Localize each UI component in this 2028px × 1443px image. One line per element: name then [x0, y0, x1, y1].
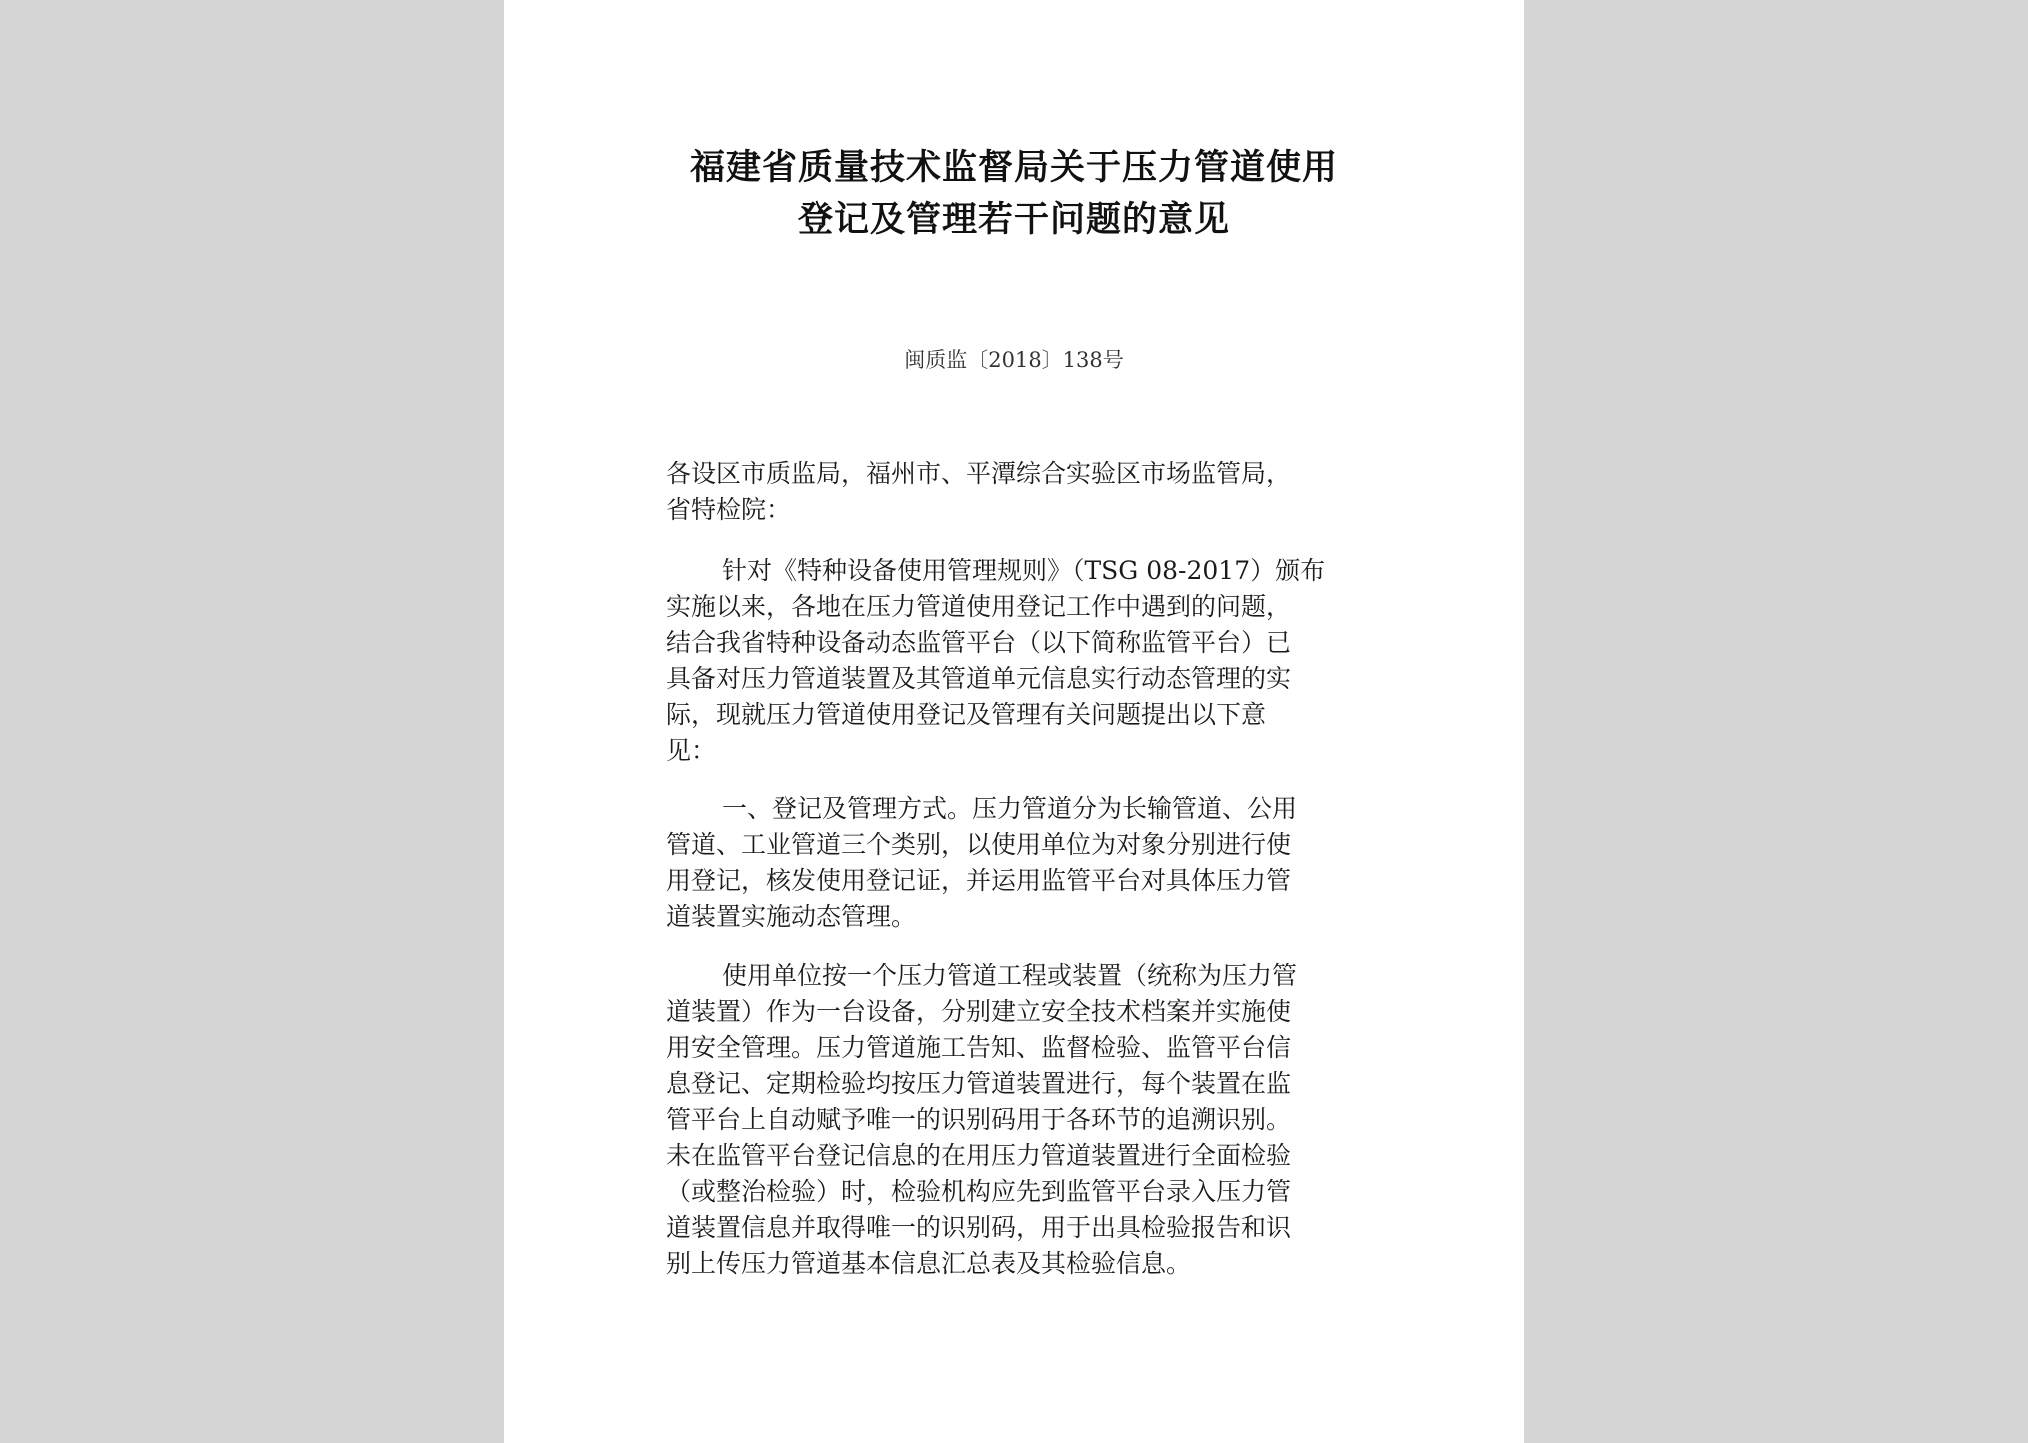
document-page — [504, 0, 1524, 1443]
paragraph-line: 未在监管平台登记信息的在用压力管道装置进行全面检验 — [666, 1141, 1292, 1170]
paragraph-line: 针对《特种设备使用管理规则》（TSG 08-2017）颁布 — [722, 556, 1326, 585]
paragraph-line: 实施以来，各地在压力管道使用登记工作中遇到的问题， — [666, 592, 1292, 621]
paragraph-line: 际，现就压力管道使用登记及管理有关问题提出以下意 — [666, 700, 1267, 729]
paragraph-registration-method — [666, 791, 1366, 935]
paragraph-line: 息登记、定期检验均按压力管道装置进行，每个装置在监 — [666, 1069, 1292, 1098]
document-number: 闽质监〔2018〕138号 — [904, 348, 1124, 372]
salutation-line: 各设区市质监局，福州市、平潭综合实验区市场监管局， — [666, 459, 1292, 488]
paragraph-line: 别上传压力管道基本信息汇总表及其检验信息。 — [666, 1249, 1192, 1278]
title-line-1: 福建省质量技术监督局关于压力管道使用 — [689, 147, 1338, 188]
paragraph-line: 管道、工业管道三个类别，以使用单位为对象分别进行使 — [666, 830, 1292, 859]
paragraph-line: 使用单位按一个压力管道工程或装置（统称为压力管 — [722, 961, 1298, 990]
paragraph-line: 结合我省特种设备动态监管平台（以下简称监管平台）已 — [666, 628, 1292, 657]
salutation — [666, 456, 1366, 528]
paragraph-line: 用登记，核发使用登记证，并运用监管平台对具体压力管 — [666, 866, 1292, 895]
paragraph-intro — [666, 553, 1366, 769]
paragraph-line: 具备对压力管道装置及其管道单元信息实行动态管理的实 — [666, 664, 1292, 693]
paragraph-line: 用安全管理。压力管道施工告知、监督检验、监管平台信 — [666, 1033, 1292, 1062]
paragraph-device-unit — [666, 958, 1366, 1282]
paragraph-line: 一、登记及管理方式。压力管道分为长输管道、公用 — [722, 794, 1298, 823]
paragraph-line: 见： — [666, 736, 717, 765]
salutation-line: 省特检院： — [666, 495, 792, 524]
paragraph-line: 道装置实施动态管理。 — [666, 902, 917, 931]
paragraph-line: 管平台上自动赋予唯一的识别码用于各环节的追溯识别。 — [666, 1105, 1292, 1134]
paragraph-line: 道装置）作为一台设备，分别建立安全技术档案并实施使 — [666, 997, 1292, 1026]
title-line-2: 登记及管理若干问题的意见 — [797, 199, 1230, 240]
document-title — [504, 142, 1524, 246]
paragraph-line: （或整治检验）时，检验机构应先到监管平台录入压力管 — [666, 1177, 1292, 1206]
paragraph-line: 道装置信息并取得唯一的识别码，用于出具检验报告和识 — [666, 1213, 1292, 1242]
